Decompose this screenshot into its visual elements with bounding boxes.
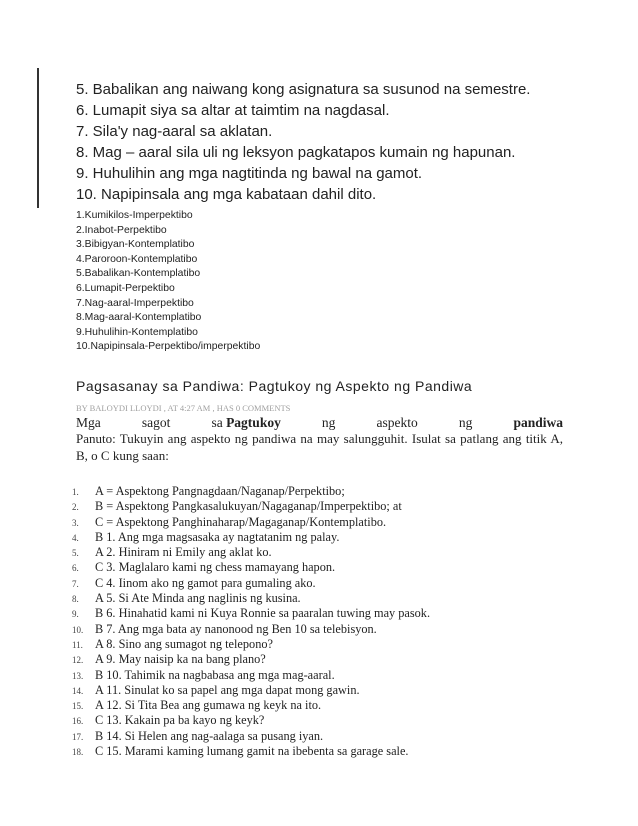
answer-list <box>76 209 260 355</box>
heading-word: ng <box>458 415 473 430</box>
answer-item: 6.Lumapit-Perpektibo <box>76 282 175 294</box>
list-item: 16. C 13. Kakain pa ba kayo ng keyk? <box>72 713 265 728</box>
exercise-list <box>72 484 572 759</box>
list-item: 9. B 6. Hinahatid kami ni Kuya Ronnie sa paaralan tuwing may pasok. <box>72 606 431 621</box>
article-byline: BY BALOYDI LLOYDI , AT 4:27 AM , HAS 0 COMMENTS <box>76 403 291 413</box>
question-item: 9. Huhulihin ang mga nagtitinda ng bawal na gamot. <box>76 165 423 182</box>
article-title: Pagsasanay sa Pandiwa: Pagtukoy ng Aspekto ng Pandiwa <box>76 378 473 394</box>
question-item: 10. Napipinsala ang mga kabataan dahil dito. <box>76 186 377 203</box>
answer-item: 2.Inabot-Perpektibo <box>76 224 167 236</box>
answer-item: 8.Mag-aaral-Kontemplatibo <box>76 312 202 324</box>
list-item: 1. A = Aspektong Pangnagdaan/Naganap/Perpektibo; <box>72 484 345 498</box>
answer-item: 4.Paroroon-Kontemplatibo <box>76 253 198 265</box>
list-item: 6. C 3. Maglalaro kami ng chess mamayang hapon. <box>72 560 336 575</box>
heading-word: pandiwa <box>513 415 563 430</box>
answer-item: 3.Bibigyan-Kontemplatibo <box>76 239 195 251</box>
list-item: 11. A 8. Sino ang sumagot ng telepono? <box>72 636 273 651</box>
heading-word: aspekto <box>376 415 418 430</box>
heading-word: sagot <box>141 415 171 430</box>
heading-word: sa Pagtukoy <box>211 415 281 430</box>
answer-item: 9.Huhulihin-Kontemplatibo <box>76 326 198 338</box>
list-item: 3. C = Aspektong Panghinaharap/Magaganap/Kontemplatibo. <box>72 514 387 529</box>
answer-heading <box>76 414 563 431</box>
list-item: 4. B 1. Ang mga magsasaka ay nagtatanim ng palay. <box>72 529 340 544</box>
margin-line <box>37 68 39 208</box>
instructions: Panuto: Tukuyin ang aspekto ng pandiwa na may salungguhit. Isulat sa patlang ang titik A, B, o C kung saan: <box>76 431 563 463</box>
answer-item: 5.Babalikan-Kontemplatibo <box>76 268 201 280</box>
list-item: 14. A 11. Sinulat ko sa papel ang mga dapat mong gawin. <box>72 682 360 697</box>
list-item: 13. B 10. Tahimik na nagbabasa ang mga mag-aaral. <box>72 667 335 682</box>
list-item: 15. A 12. Si Tita Bea ang gumawa ng keyk na ito. <box>72 698 322 713</box>
question-item: 7. Sila'y nag-aaral sa aklatan. <box>76 123 273 140</box>
list-item: 18. C 15. Marami kaming lumang gamit na ibebenta sa garage sale. <box>72 744 409 759</box>
list-item: 8. A 5. Si Ate Minda ang naglinis ng kusina. <box>72 591 301 606</box>
list-item: 17. B 14. Si Helen ang nag-aalaga sa pusang iyan. <box>72 728 324 743</box>
list-item: 12. A 9. May naisip ka na bang plano? <box>72 652 266 667</box>
question-item: 6. Lumapit siya sa altar at taimtim na nagdasal. <box>76 102 390 119</box>
heading-word: Mga <box>76 415 101 430</box>
answer-item: 1.Kumikilos-Imperpektibo <box>76 210 193 221</box>
question-item: 8. Mag – aaral sila uli ng leksyon pagkatapos kumain ng hapunan. <box>76 144 516 161</box>
question-list <box>76 79 616 205</box>
question-item: 5. Babalikan ang naiwang kong asignatura sa susunod na semestre. <box>76 81 531 98</box>
list-item: 7. C 4. Iinom ako ng gamot para gumaling ako. <box>72 575 316 590</box>
list-item: 10. B 7. Ang mga bata ay nanonood ng Ben 10 sa telebisyon. <box>72 621 377 636</box>
heading-word: ng <box>321 415 336 430</box>
list-item: 5. A 2. Hiniram ni Emily ang aklat ko. <box>72 545 272 560</box>
answer-item: 7.Nag-aaral-Imperpektibo <box>76 297 194 309</box>
list-item: 2. B = Aspektong Pangkasalukuyan/Nagaganap/Imperpektibo; at <box>72 499 402 514</box>
answer-item: 10.Napipinsala-Perpektibo/imperpektibo <box>76 341 261 353</box>
